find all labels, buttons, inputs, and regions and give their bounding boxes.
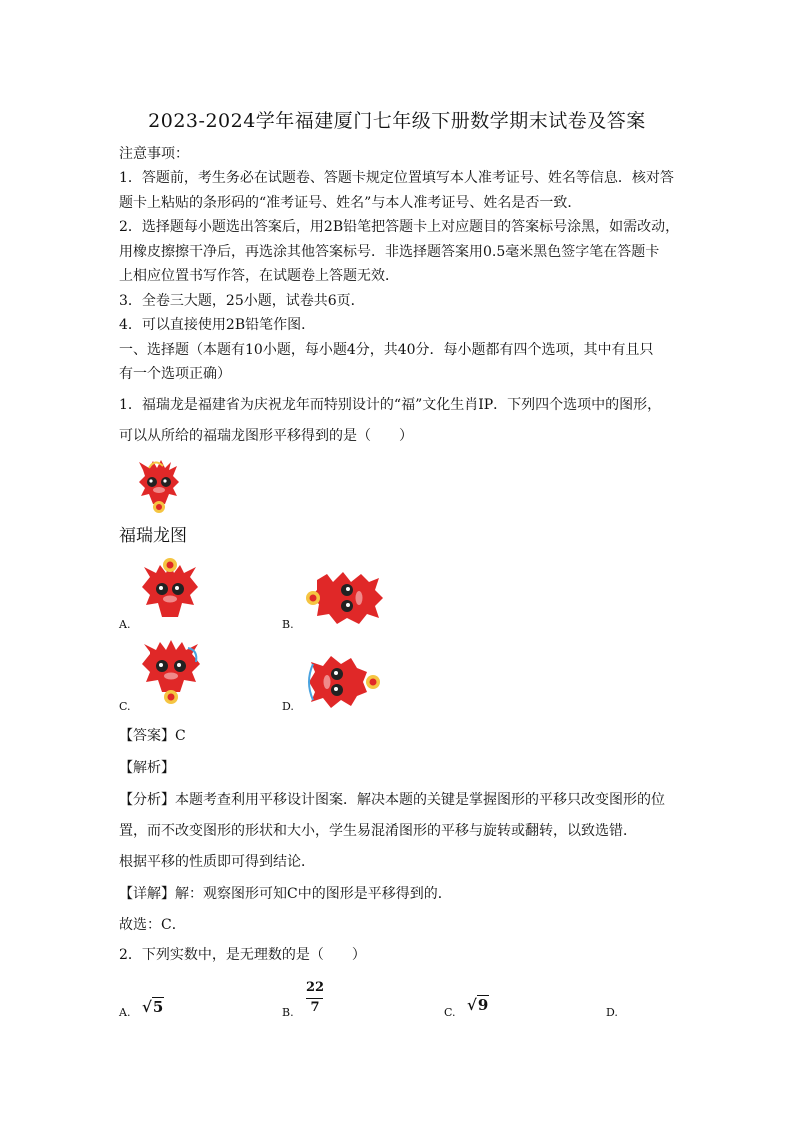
sqrt-sign-icon: √ (467, 996, 477, 1014)
question-2-line: 2．下列实数中，是无理数的是（ ） (119, 947, 366, 963)
notice-line-4: 用橡皮擦擦干净后，再选涂其他答案标号．非选择题答案用0.5毫米黑色签字笔在答题卡 (119, 244, 660, 260)
analysis-line-4: 【详解】解：观察图形可知C中的图形是平移得到的． (119, 886, 452, 902)
analysis-line-5: 故选：C． (119, 917, 186, 933)
q2-option-a-radicand: 5 (152, 998, 164, 1016)
page-title: 2023-2024学年福建厦门七年级下册数学期末试卷及答案 (148, 110, 646, 132)
notice-line-5: 上相应位置书写作答，在试题卷上答题无效． (119, 268, 399, 284)
question-1-line-2: 可以从所给的福瑞龙图形平移得到的是（ ） (119, 428, 413, 444)
option-c-dragon-image (140, 640, 202, 706)
q2-option-c-expression (467, 996, 489, 1014)
notice-line-7: 4．可以直接使用2B铅笔作图． (119, 317, 316, 333)
q2-option-a-label: A. (119, 1006, 131, 1019)
option-a-label: A. (119, 618, 131, 631)
section-heading-1: 一、选择题（本题有10小题，每小题4分，共40分．每小题都有四个选项，其中有且只 (119, 342, 654, 358)
section-heading-2: 有一个选项正确） (119, 366, 231, 382)
q2-option-b-label: B. (282, 1006, 294, 1019)
dragon-reference-image (135, 458, 183, 514)
analysis-line-1: 【分析】本题考查利用平移设计图案．解决本题的关键是掌握图形的平移只改变图形的位 (119, 792, 665, 808)
option-d-label: D. (282, 700, 294, 713)
notice-header: 注意事项： (119, 146, 189, 162)
notice-line-1: 1．答题前，考生务必在试题卷、答题卡规定位置填写本人准考证号、姓名等信息．核对答 (119, 170, 674, 186)
sqrt-sign-icon: √ (142, 998, 152, 1016)
analysis-line-3: 根据平移的性质即可得到结论． (119, 854, 315, 870)
figure-caption: 福瑞龙图 (119, 526, 187, 546)
q2-option-b-denominator: 7 (310, 1000, 320, 1015)
notice-line-3: 2．选择题每小题选出答案后，用2B铅笔把答题卡上对应题目的答案标号涂黑，如需改动， (119, 219, 680, 235)
answer-line: 【答案】C (119, 728, 186, 744)
q2-option-c-radicand: 9 (477, 996, 489, 1014)
option-d-dragon-image (303, 654, 385, 710)
fraction-bar (306, 998, 323, 999)
option-b-label: B. (282, 618, 294, 631)
notice-line-2: 题卡上粘贴的条形码的“准考证号、姓名”与本人准考证号、姓名是否一致． (119, 195, 582, 211)
notice-line-6: 3．全卷三大题，25小题，试卷共6页． (119, 293, 365, 309)
q2-option-c-label: C. (444, 1006, 456, 1019)
q2-option-b-numerator: 22 (305, 980, 325, 995)
option-a-dragon-image (140, 555, 200, 625)
analysis-line-2: 置，而不改变图形的形状和大小，学生易混淆图形的平移与旋转或翻转，以致选错． (119, 823, 637, 839)
question-1-line-1: 1．福瑞龙是福建省为庆祝龙年而特别设计的“福”文化生肖IP．下列四个选项中的图形， (119, 397, 662, 413)
option-c-label: C. (119, 700, 131, 713)
option-b-dragon-image (303, 568, 385, 626)
q2-option-a-expression (142, 998, 164, 1016)
q2-option-d-label: D. (606, 1006, 618, 1019)
analysis-heading: 【解析】 (119, 760, 175, 776)
